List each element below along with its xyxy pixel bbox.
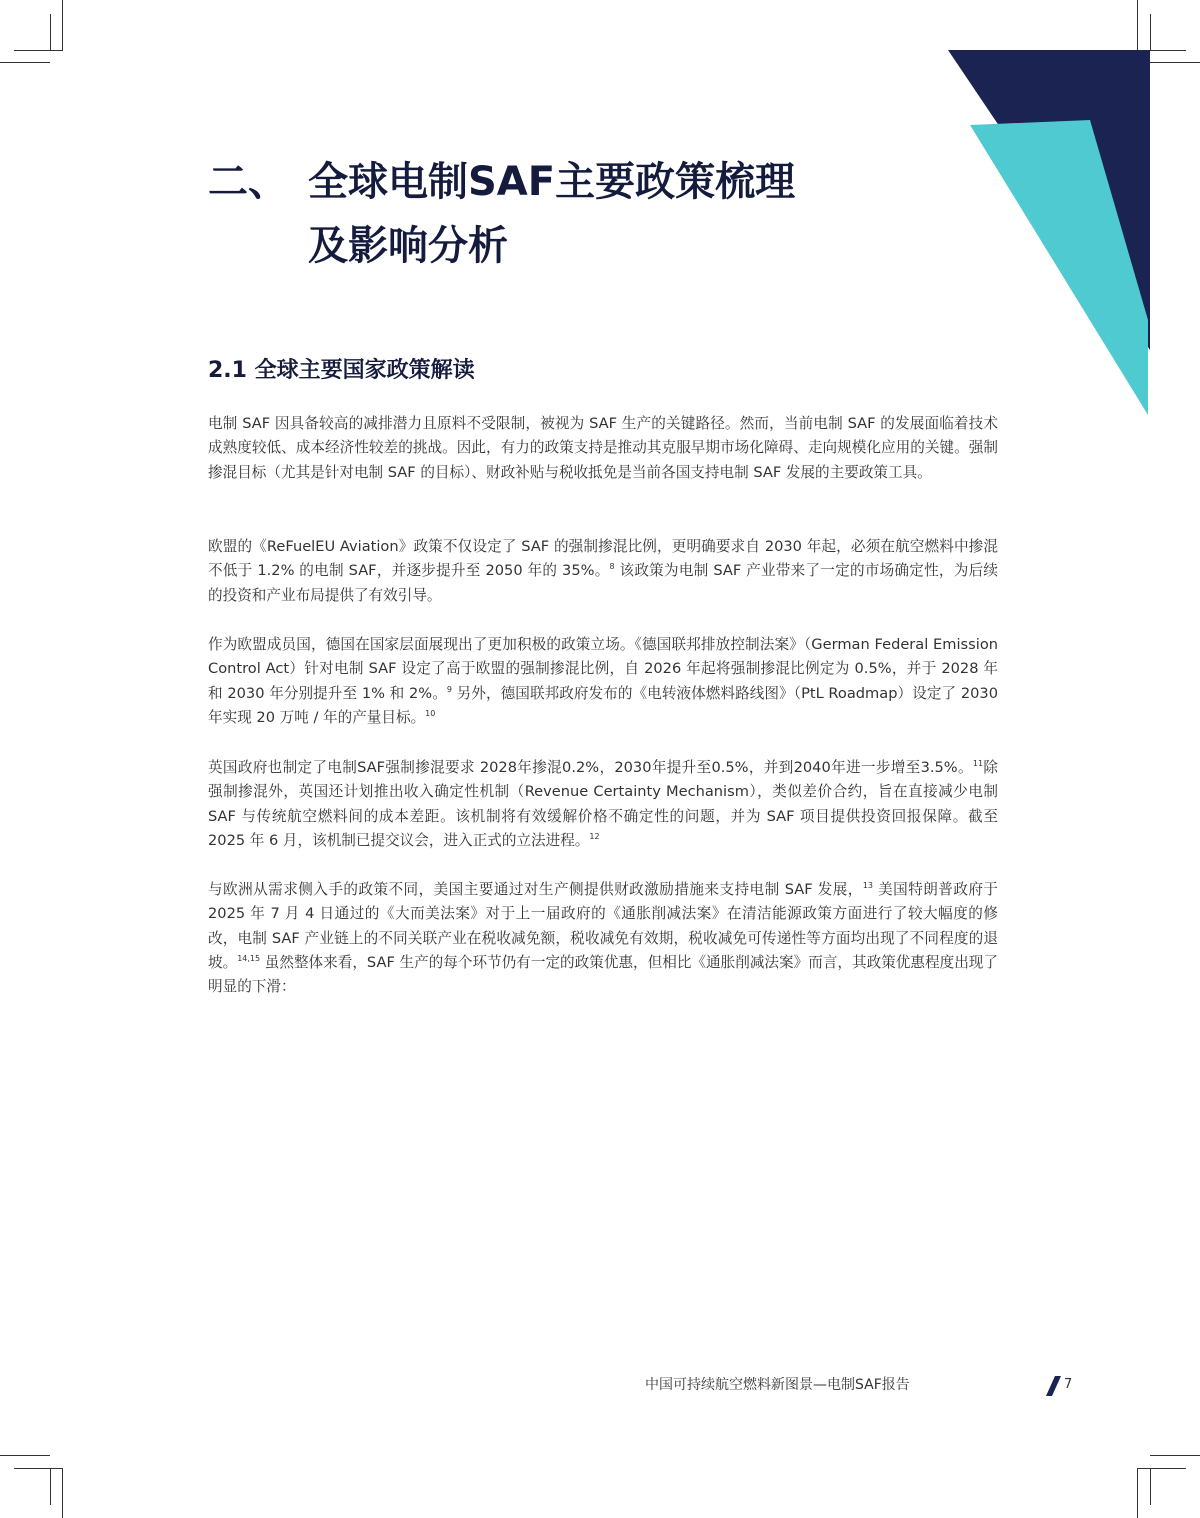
crop-mark-bottom-left (0, 1455, 50, 1456)
chapter-number: 二、 (208, 159, 288, 205)
paragraph-text: 美国特朗普政府于 2025 年 7 月 4 日通过的《大而美法案》对于上一届政府的《通胀削减法案》在清洁能源政策方面进行了较大幅度的修改，电制 SAF 产业链上的不同关联产业在税收减免额，税收减免有效期，税收减免可传递性等方面均出现了不同程度的退坡。 (208, 881, 998, 971)
footnote-ref: 13 (862, 881, 874, 891)
footnote-ref: 8 (609, 562, 615, 572)
corner-decoration (940, 40, 1160, 420)
footer-report-title: 中国可持续航空燃料新图景—电制SAF报告 (645, 1377, 910, 1393)
section-title: 2.1 全球主要国家政策解读 (208, 358, 475, 383)
page-number: 7 (1064, 1377, 1073, 1392)
footnote-ref: 11 (972, 759, 984, 769)
paragraph-germany (208, 633, 998, 730)
paragraph-intro: 电制 SAF 因具备较高的减排潜力且原料不受限制，被视为 SAF 生产的关键路径。然而，当前电制 SAF 的发展面临着技术成熟度较低、成本经济性较差的挑战。因此，有力的政策支持是推动其克服早期市场化障碍、走向规模化应用的关键。强制掺混目标（尤其是针对电制 SAF 的目标）、财政补贴与税收抵免是当前各国支持电制 SAF 发展的主要政策工具。 (208, 415, 998, 481)
crop-mark-top-left (14, 50, 63, 51)
crop-mark-top-left (0, 62, 50, 63)
crop-mark-bottom-left (50, 1468, 51, 1505)
footnote-ref: 14,15 (237, 954, 261, 964)
paragraph-text: 除强制掺混外，英国还计划推出收入确定性机制（Revenue Certainty Mechanism），类似差价合约，旨在直接减少电制 SAF 与传统航空燃料间的成本差距。该机制将有效缓解价格不确定性的问题，并为 SAF 项目提供投资回报保障。截至 2025 年 6 月，该机制已提交议会，进入正式的立法进程。 (208, 759, 998, 849)
crop-mark-top-left (62, 0, 63, 50)
paragraph-text: 虽然整体来看，SAF 生产的每个环节仍有一定的政策优惠，但相比《通胀削减法案》而言，其政策优惠程度出现了明显的下滑： (208, 953, 998, 996)
chapter-title-line1: 全球电制SAF主要政策梳理 (308, 159, 796, 205)
slash-icon (1046, 1375, 1062, 1397)
paragraph-text: 另外，德国联邦政府发布的《电转液体燃料路线图》（PtL Roadmap）设定了 2030 年实现 20 万吨 / 年的产量目标。 (208, 684, 998, 726)
paragraph-us (208, 878, 998, 999)
paragraph-text: 英国政府也制定了电制SAF强制掺混要求 2028年掺混0.2%，2030年提升至0.5%，并到2040年进一步增至3.5%。 (208, 759, 973, 776)
paragraph-text: 与欧洲从需求侧入手的政策不同，美国主要通过对生产侧提供财政激励措施来支持电制 SAF 发展， (208, 881, 863, 898)
chapter-title-line2: 及影响分析 (308, 223, 508, 269)
footnote-ref: 10 (425, 709, 436, 719)
paragraph-uk (208, 756, 998, 853)
paragraph-text: 欧盟的《ReFuelEU Aviation》政策不仅设定了 SAF 的强制掺混比例，更明确要求自 2030 年起，必须在航空燃料中掺混不低于 1.2% 的电制 SAF，并逐步提升至 2050 年的 35%。 (208, 538, 998, 580)
paragraph-eu (208, 535, 998, 608)
crop-mark-bottom-right (1137, 1468, 1138, 1518)
crop-mark-top-left (50, 14, 51, 51)
footnote-ref: 9 (446, 684, 452, 694)
crop-mark-bottom-right (1137, 1468, 1186, 1469)
crop-mark-bottom-left (62, 1468, 63, 1518)
crop-mark-bottom-left (14, 1468, 63, 1469)
paragraph-text: 该政策为电制 SAF 产业带来了一定的市场确定性，为后续的投资和产业布局提供了有效引导。 (208, 562, 998, 604)
paragraph-text: 作为欧盟成员国，德国在国家层面展现出了更加积极的政策立场。《德国联邦排放控制法案》（German Federal Emission Control Act）针对电制 SAF 设定了高于欧盟的强制掺混比例，自 2026 年起将强制掺混比例定为 0.5%，并于 2028 年和 2030 年分别提升至 1% 和 2%。 (208, 636, 998, 702)
crop-mark-bottom-right (1150, 1468, 1151, 1505)
crop-mark-bottom-right (1150, 1455, 1200, 1456)
footnote-ref: 12 (589, 832, 600, 842)
